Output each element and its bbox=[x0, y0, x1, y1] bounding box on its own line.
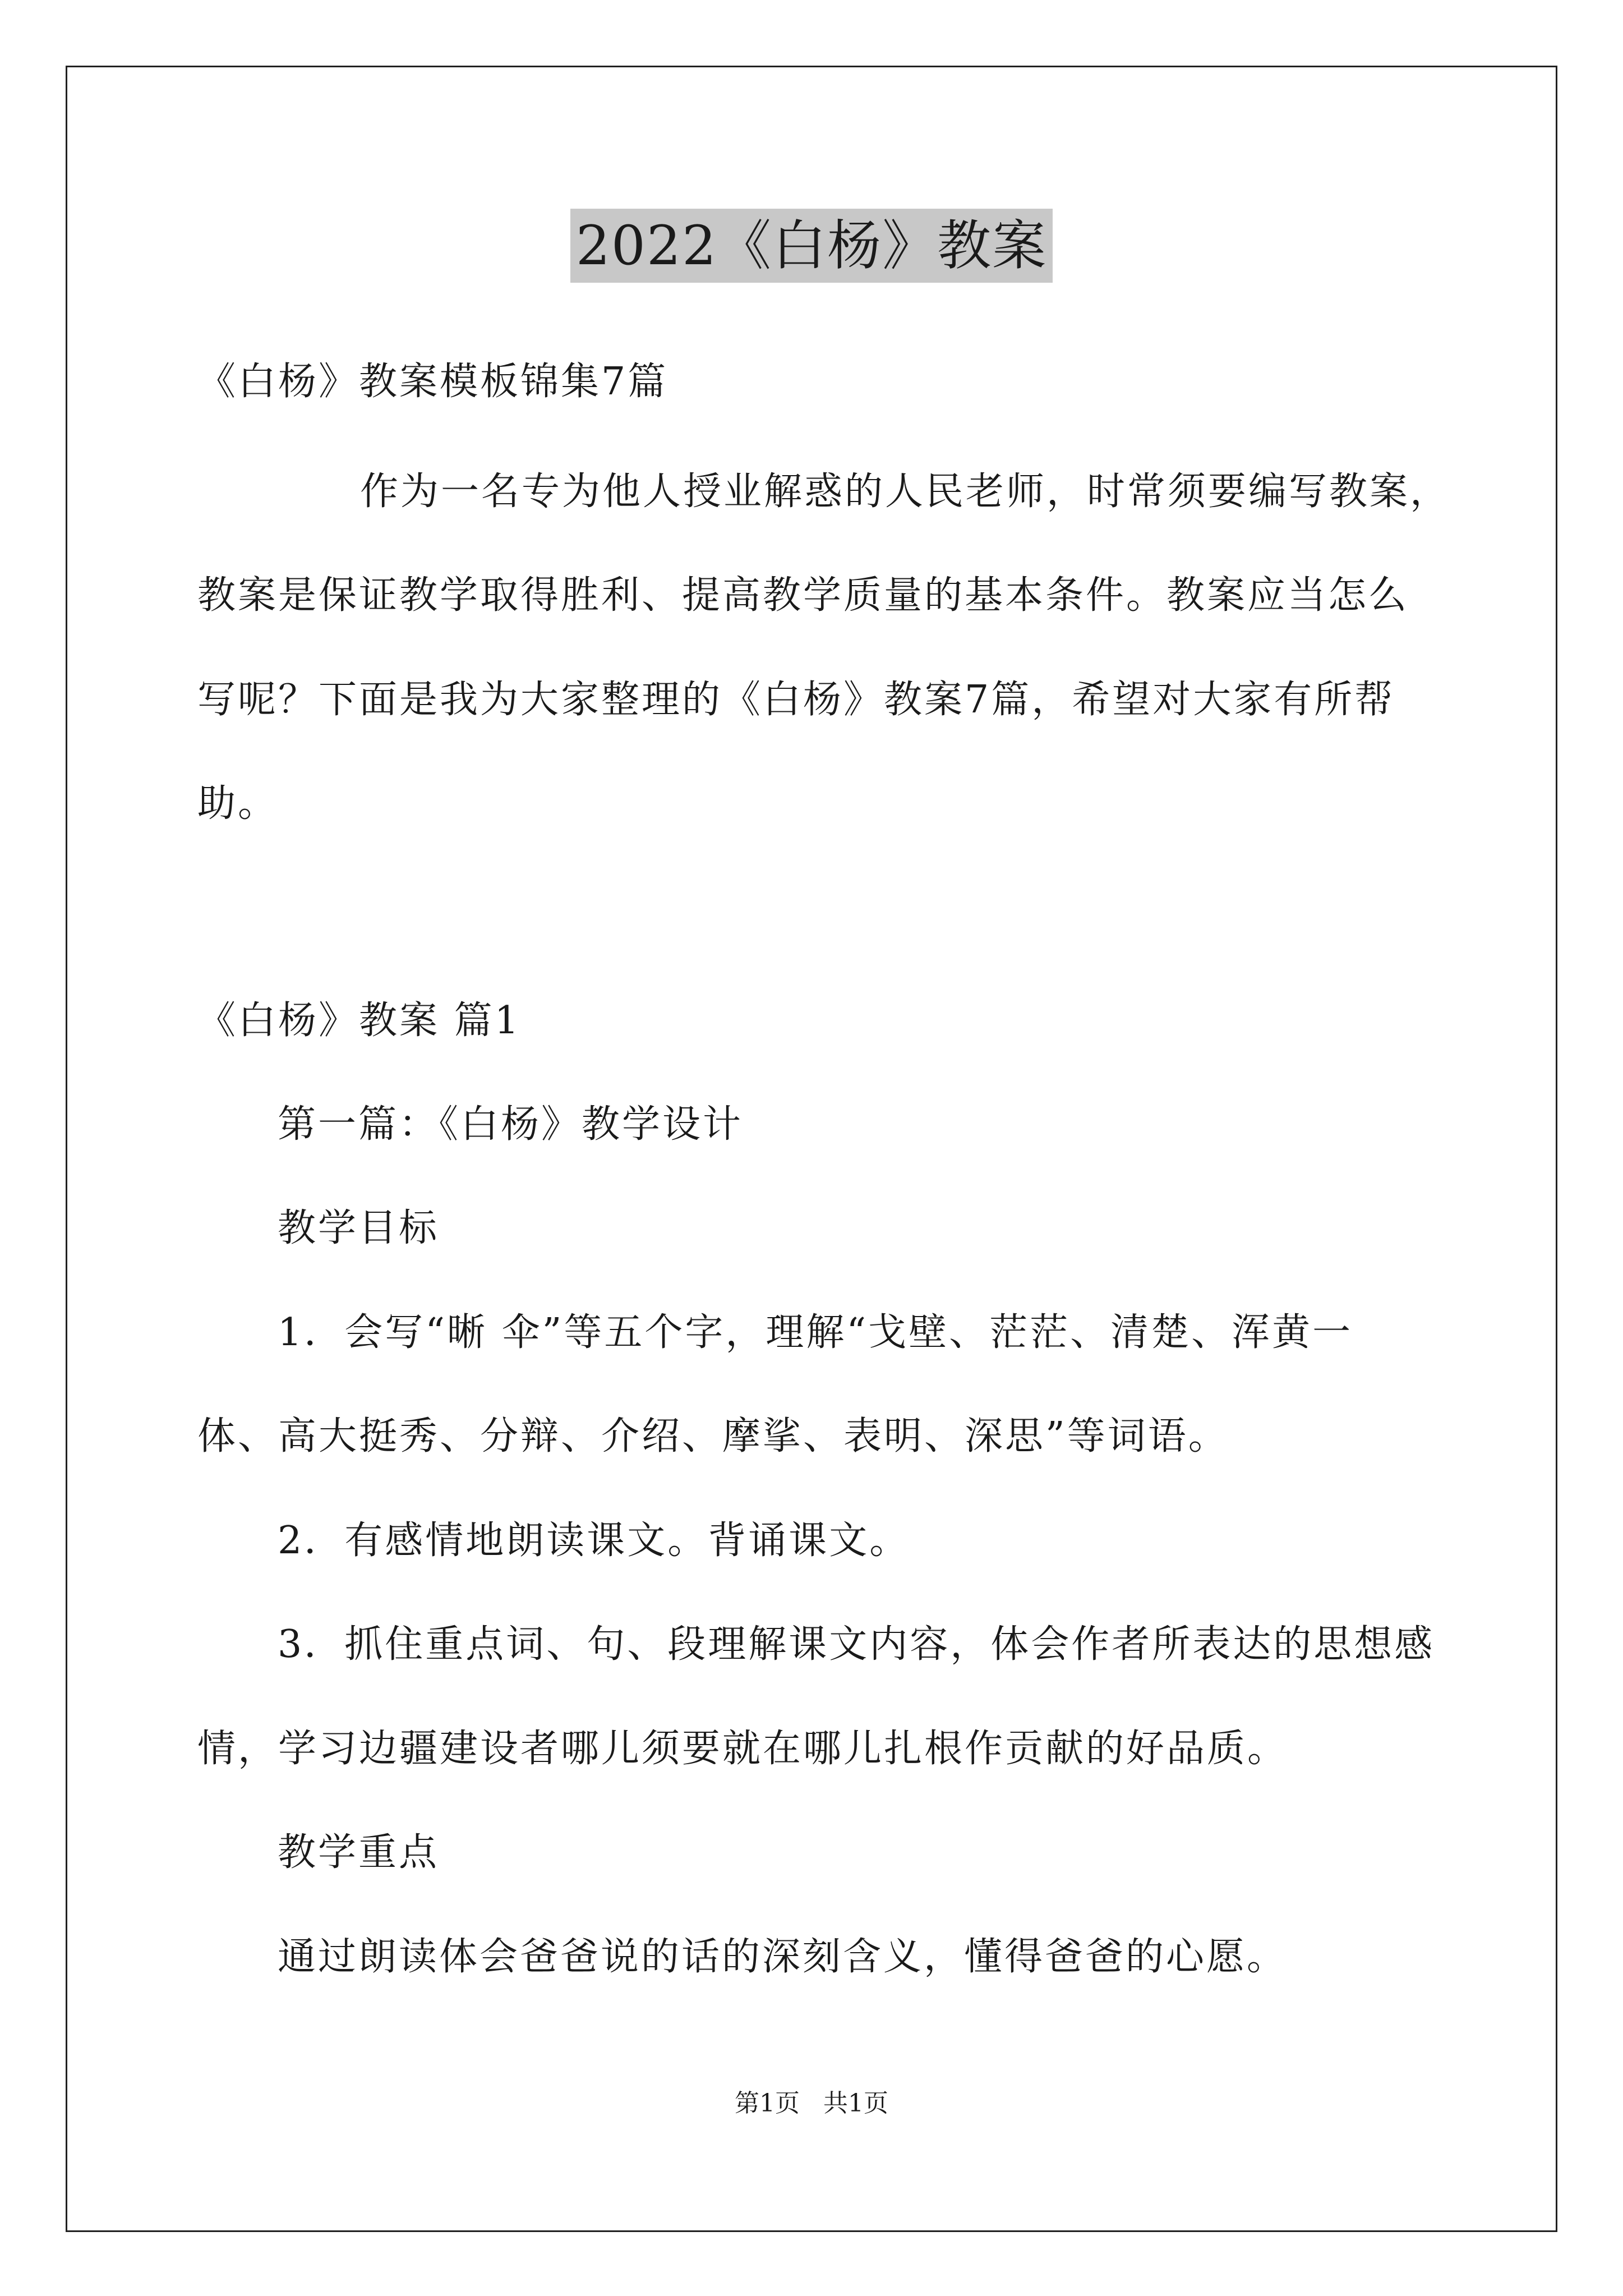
page-footer: 第1页 共1页 bbox=[735, 2089, 888, 2118]
objectives-heading: 教学目标 bbox=[278, 1206, 440, 1250]
intro-line-1: 作为一名专为他人授业解惑的人民老师，时常须要编写教案， bbox=[360, 470, 1451, 514]
section-heading: 《白杨》教案 篇1 bbox=[197, 999, 521, 1043]
intro-line-3: 写呢？下面是我为大家整理的《白杨》教案7篇，希望对大家有所帮 bbox=[197, 678, 1395, 722]
document-subtitle: 《白杨》教案模板锦集7篇 bbox=[197, 360, 668, 404]
objective-3-line-2: 情，学习边疆建设者哪儿须要就在哪儿扎根作贡献的好品质。 bbox=[197, 1727, 1288, 1771]
objective-2: 2．有感情地朗读课文。背诵课文。 bbox=[278, 1519, 910, 1563]
objective-1-line-1: 1．会写“晰 伞”等五个字，理解“戈壁、茫茫、清楚、浑黄一 bbox=[278, 1310, 1353, 1355]
key-points-text: 通过朗读体会爸爸说的话的深刻含义，懂得爸爸的心愿。 bbox=[278, 1935, 1288, 1979]
intro-line-4: 助。 bbox=[197, 781, 279, 826]
objective-3-line-1: 3．抓住重点词、句、段理解课文内容，体会作者所表达的思想感 bbox=[278, 1622, 1435, 1667]
document-title: 2022《白杨》教案 bbox=[570, 209, 1053, 283]
objective-1-line-2: 体、高大挺秀、分辩、介绍、摩挲、表明、深思”等词语。 bbox=[197, 1414, 1229, 1458]
intro-line-2: 教案是保证教学取得胜利、提高教学质量的基本条件。教案应当怎么 bbox=[197, 573, 1409, 618]
section-subheading: 第一篇：《白杨》教学设计 bbox=[278, 1102, 744, 1147]
key-points-heading: 教学重点 bbox=[278, 1830, 440, 1875]
title-container bbox=[0, 209, 1623, 283]
